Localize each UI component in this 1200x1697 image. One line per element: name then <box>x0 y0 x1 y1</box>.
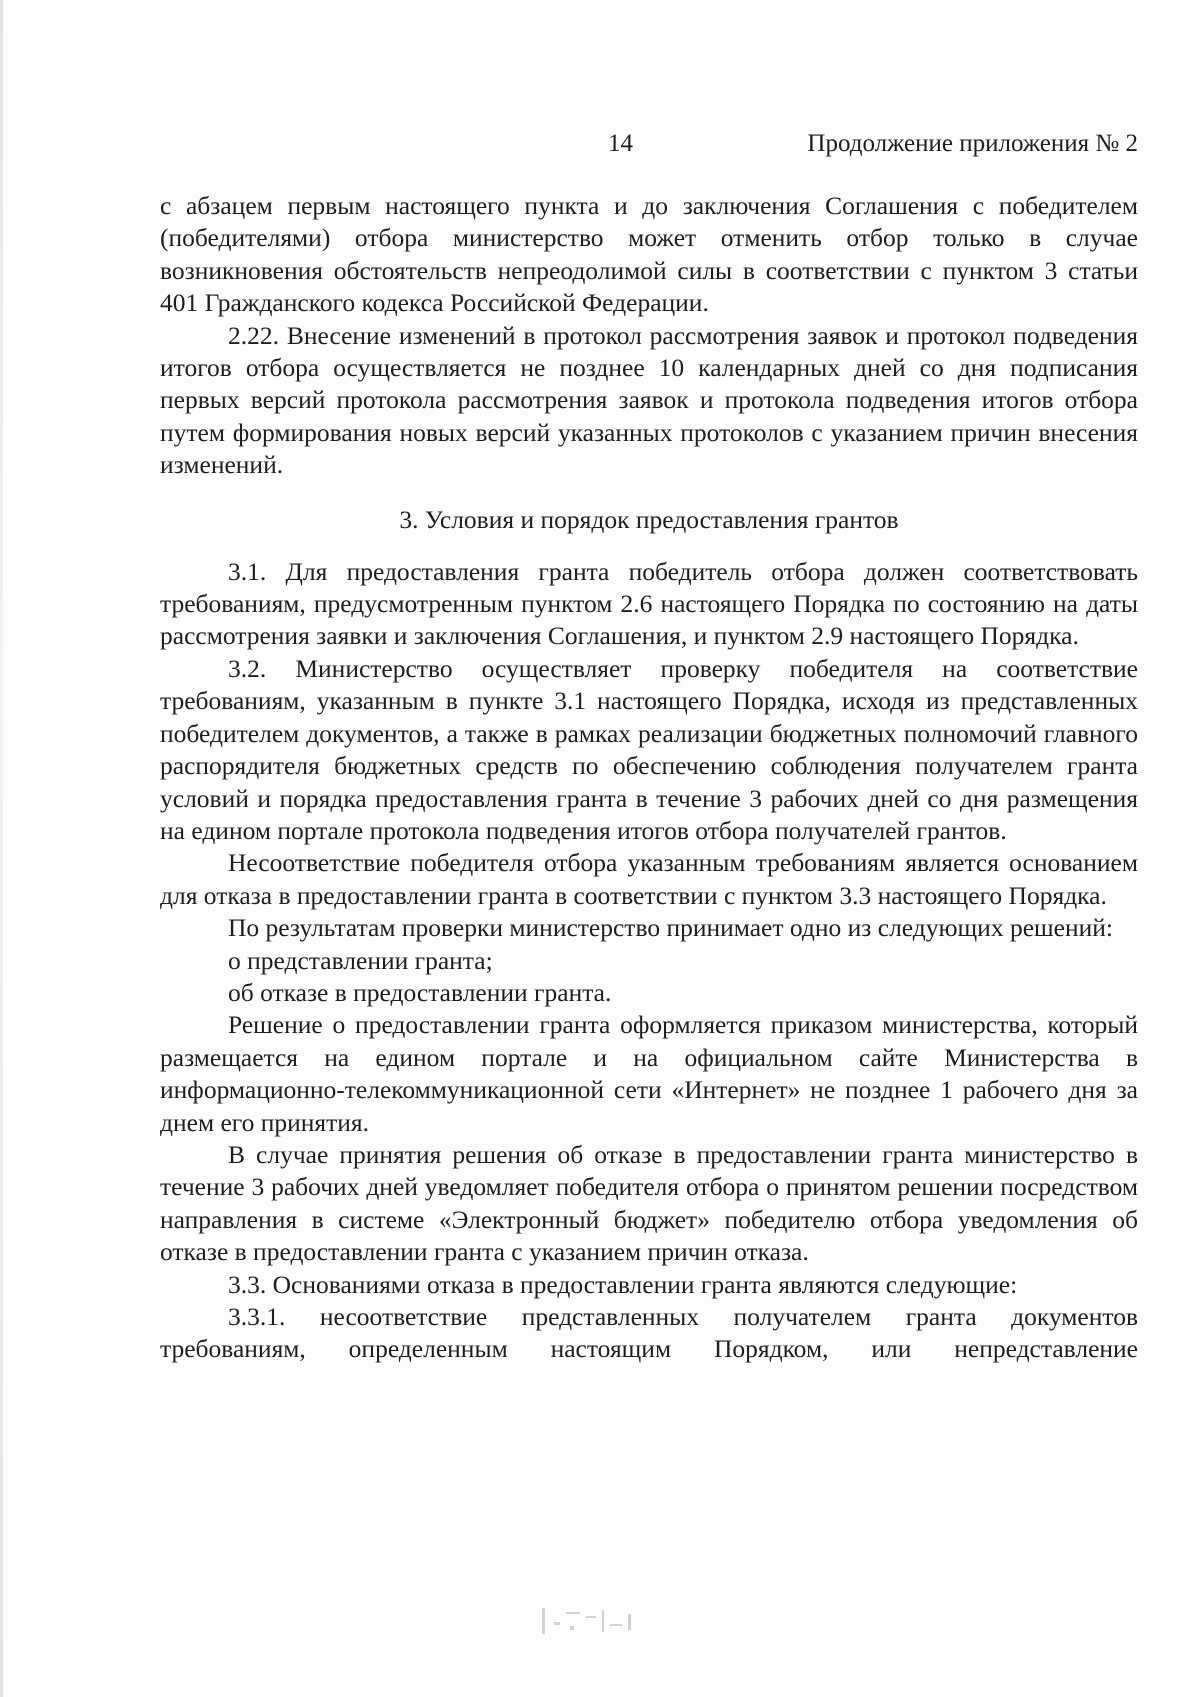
paragraph-decision: Решение о предоставлении гранта оформляется приказом министерства, который размещается на едином портале и на официальном сайте Министерства в информационно-телекоммуникационной сети «Интернет» не позднее 1 рабочего дня за днем его принятия. <box>160 1010 1138 1137</box>
page-header <box>160 130 1138 166</box>
paragraph-2-22: 2.22. Внесение изменений в протокол рассмотрения заявок и протокол подведения итогов отбора осуществляется не позднее 10 календарных дней со дня подписания первых версий протокола рассмотрения заявок и протокола подведения итогов отбора путем формирования новых версий указанных протоколов с указанием причин внесения изменений. <box>160 320 1138 480</box>
paragraph-continuation: с абзацем первым настоящего пункта и до заключения Соглашения с победителем (победителями) отбора министерство может отменить отбор только в случае возникновения обстоятельств непреодолимой силы в соответствии с пунктом 3 статьи 401 Гражданского кодекса Российской Федерации. <box>160 191 1138 318</box>
section-title: 3. Условия и порядок предоставления грантов <box>399 504 899 534</box>
page-number: 14 <box>608 130 633 157</box>
paragraph-check-results: По результатам проверки министерство принимает одно из следующих решений: <box>228 913 1114 943</box>
paragraph-3-3-1: 3.3.1. несоответствие представленных получателем гранта документов требованиям, определенным настоящим Порядком, или непредставление <box>160 1302 1138 1364</box>
scan-edge <box>0 0 3 1697</box>
paragraph-3-3: 3.3. Основаниями отказа в предоставлении гранта являются следующие: <box>228 1269 1018 1299</box>
faint-stamp-mark <box>540 1602 640 1642</box>
paragraph-refusal-notice: В случае принятия решения об отказе в предоставлении гранта министерство в течение 3 рабочих дней уведомляет победителя отбора о принятом решении посредством направления в системе «Электронный бюджет» победителю отбора уведомления об отказе в предоставлении гранта с указанием причин отказа. <box>160 1139 1138 1267</box>
appendix-continuation-label: Продолжение приложения № 2 <box>807 130 1138 157</box>
paragraph-3-2: 3.2. Министерство осуществляет проверку победителя на соответствие требованиям, указанным в пункте 3.1 настоящего Порядка, исходя из представленных победителем документов, а также в рамках реализации бюджетных полномочий главного распорядителя бюджетных средств по обеспечению соблюдения получателем гранта условий и порядка предоставления гранта в течение 3 рабочих дней со дня размещения на едином портале протокола подведения итогов отбора получателей грантов. <box>160 653 1138 845</box>
list-item-grant: о представлении гранта; <box>228 945 493 975</box>
paragraph-nonconformity: Несоответствие победителя отбора указанным требованиям является основанием для отказа в предоставлении гранта в соответствии с пунктом 3.3 настоящего Порядка. <box>160 848 1138 910</box>
paragraph-3-1: 3.1. Для предоставления гранта победитель отбора должен соответствовать требованиям, предусмотренным пунктом 2.6 настоящего Порядка по состоянию на даты рассмотрения заявки и заключения Соглашения, и пунктом 2.9 настоящего Порядка. <box>160 556 1138 651</box>
list-item-refusal: об отказе в предоставлении гранта. <box>228 977 612 1007</box>
document-body <box>160 190 1138 1366</box>
